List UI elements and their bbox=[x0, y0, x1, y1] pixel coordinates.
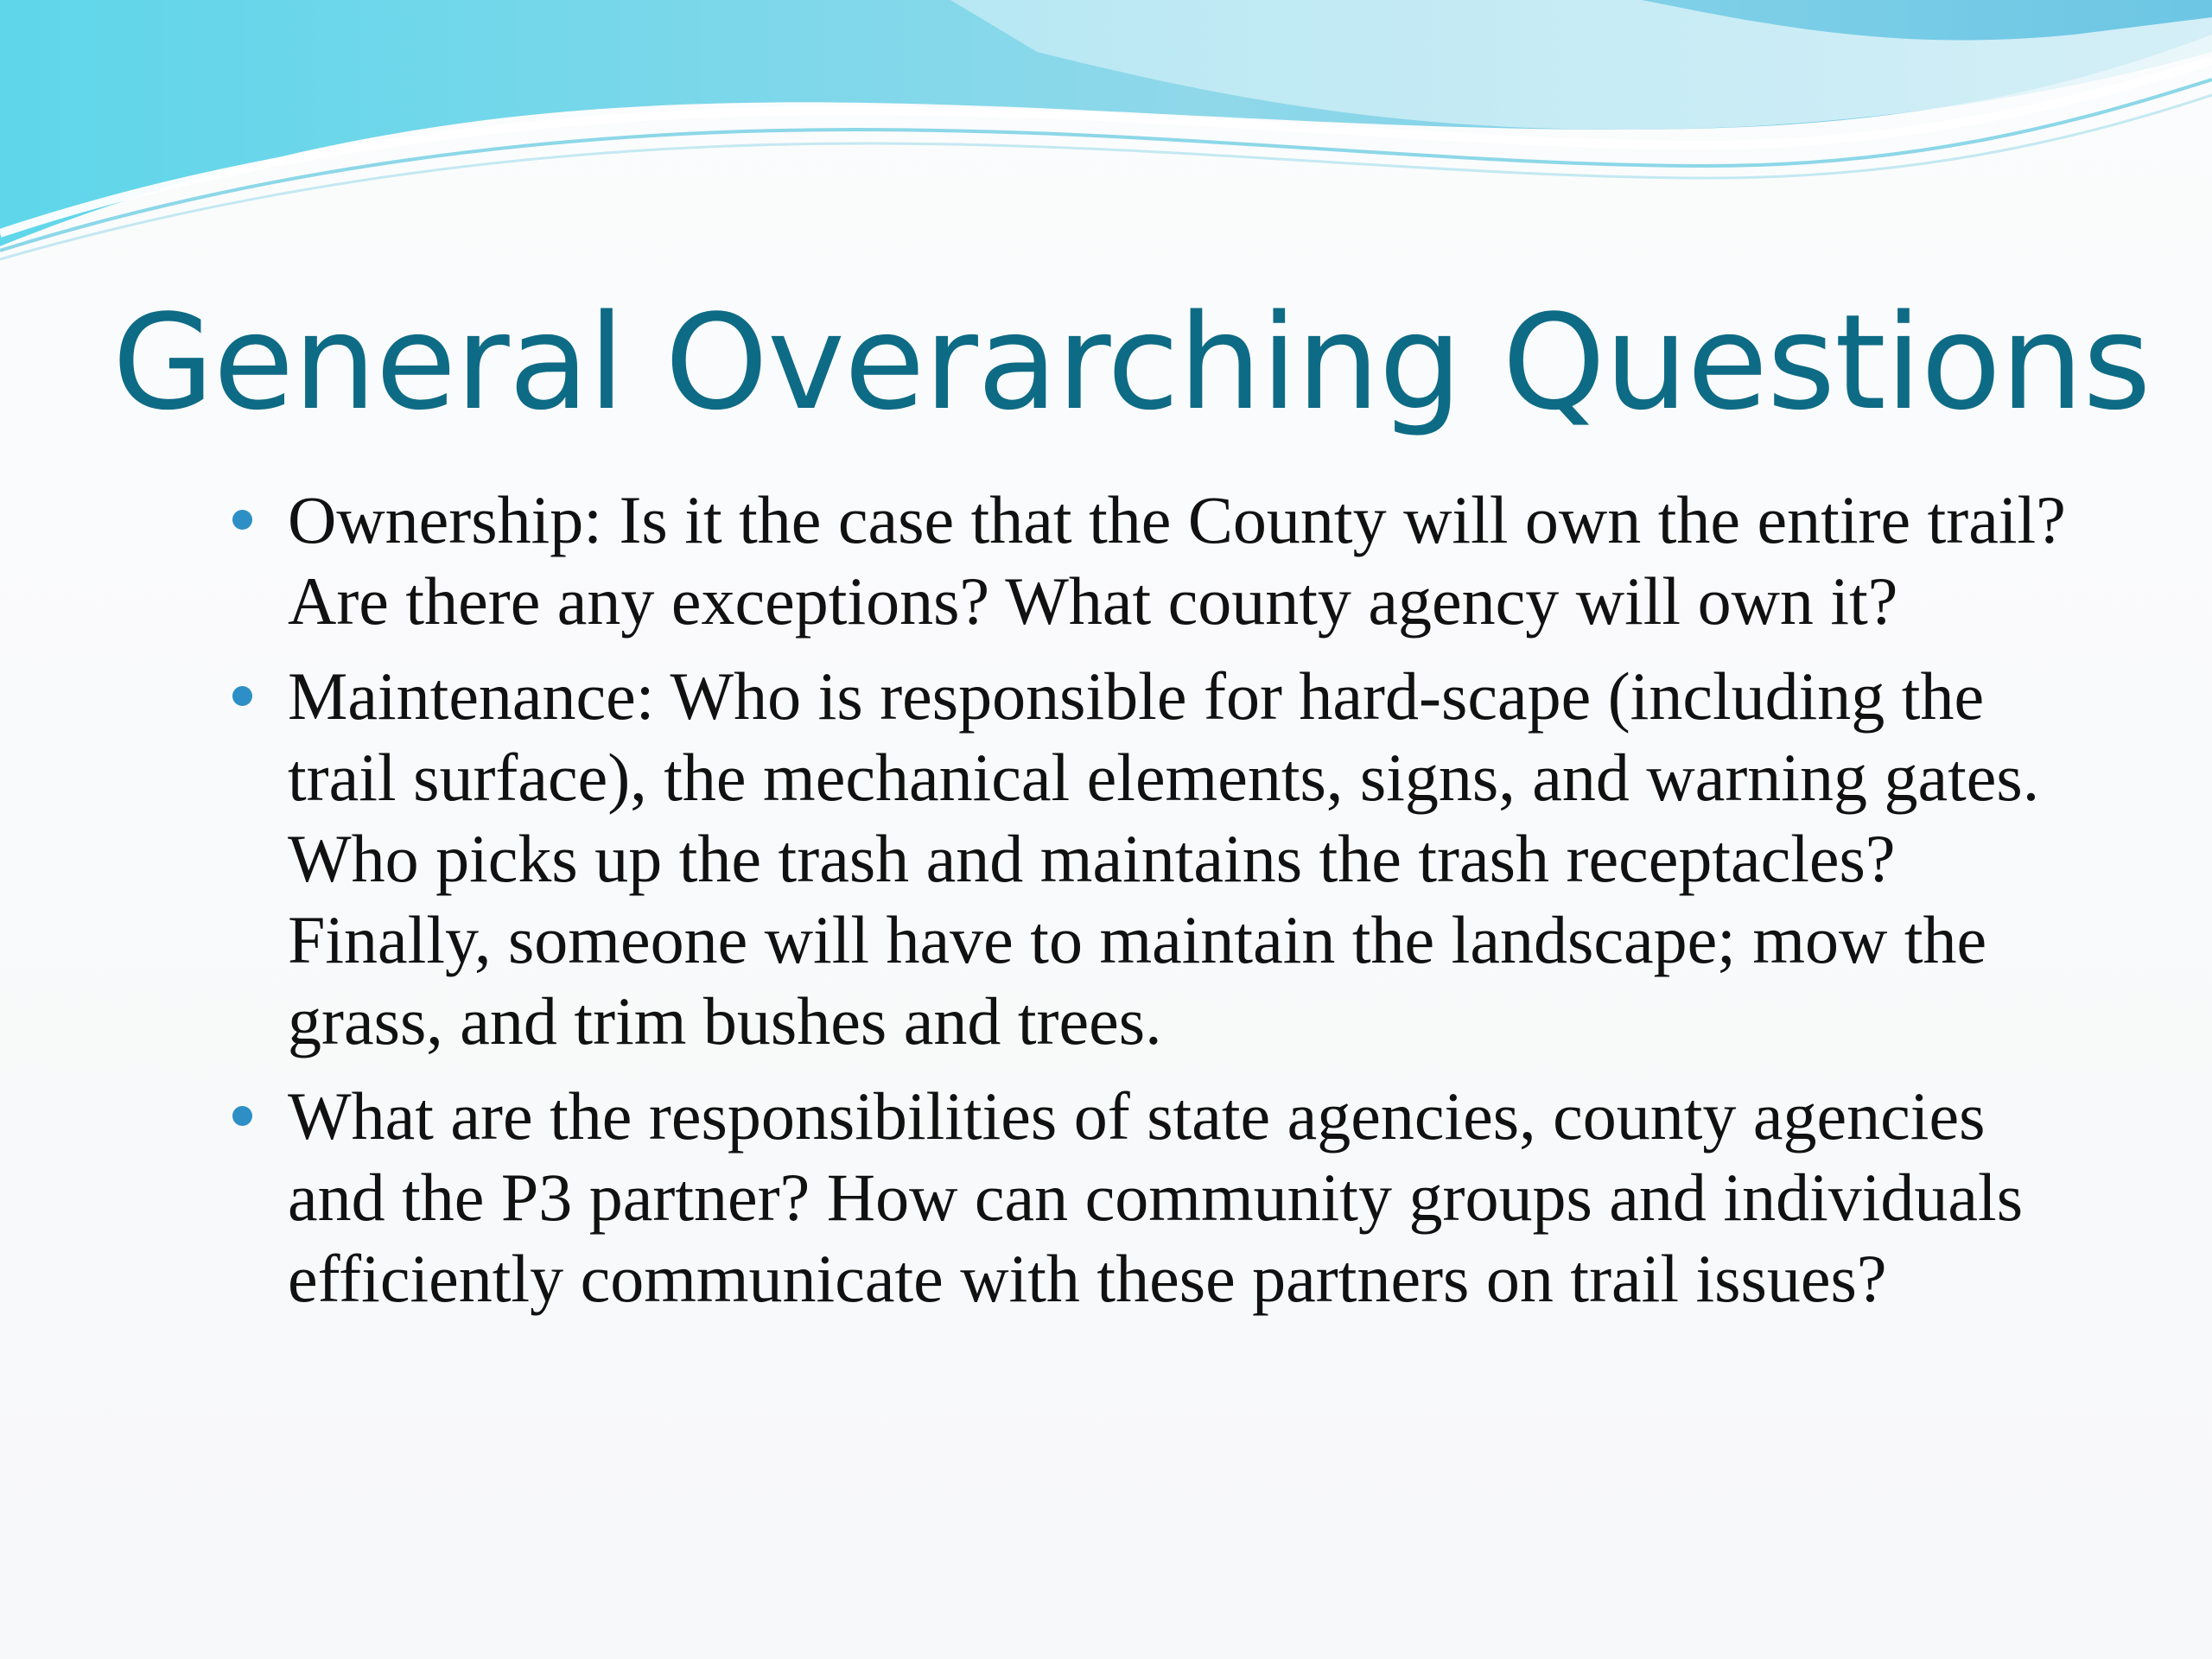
bullet-list bbox=[229, 480, 2091, 1333]
bullet-dot-icon bbox=[232, 1106, 252, 1126]
bullet-item-ownership bbox=[229, 480, 2091, 642]
bullet-dot-icon bbox=[232, 686, 252, 706]
wave-header-decoration bbox=[0, 0, 2212, 276]
bullet-text: What are the responsibilities of state agencies, county agencies and the P3 partner? How can community groups and individuals efficiently communicate with these partners on trail issues? bbox=[288, 1078, 2024, 1316]
bullet-text: Maintenance: Who is responsible for hard-scape (including the trail surface), the mechanical elements, signs, and warning gates. Who picks up the trash and maintains the trash receptacles? Finally, someone will have to maintain the landscape; mow the grass, and trim bushes and trees. bbox=[288, 658, 2040, 1058]
bullet-item-maintenance bbox=[229, 656, 2091, 1062]
slide-title: General Overarching Questions bbox=[112, 286, 2151, 439]
bullet-dot-icon bbox=[232, 510, 252, 530]
bullet-item-responsibilities bbox=[229, 1076, 2091, 1319]
bullet-text: Ownership: Is it the case that the County will own the entire trail? Are there any exceptions? What county agency will own it? bbox=[288, 482, 2066, 639]
